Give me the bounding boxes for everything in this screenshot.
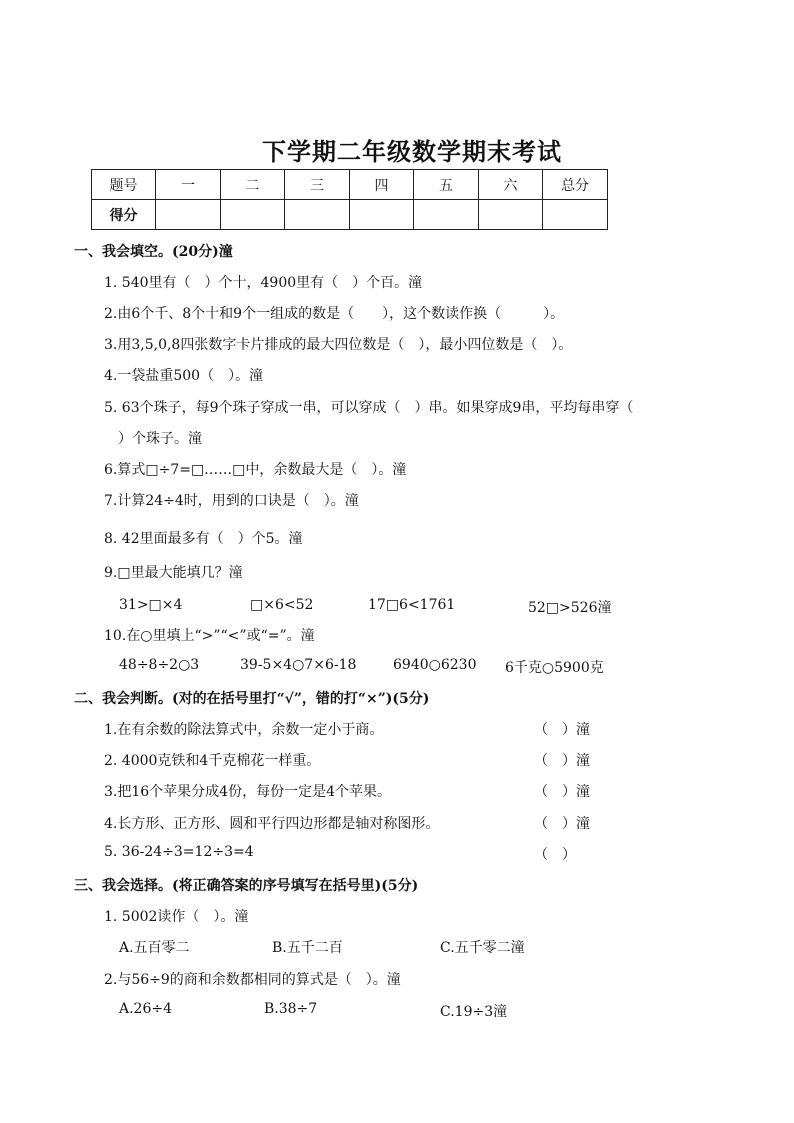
judge-item-text: 5. 36-24÷3=12÷3=4	[104, 844, 254, 860]
choice-option: B.五千二百	[272, 940, 343, 956]
judge-item-bracket: （ ）	[534, 847, 576, 863]
score-header-cell: 题号	[92, 170, 156, 200]
q10-item: 6千克○5900克	[505, 660, 604, 676]
score-header-cell: 总分	[543, 170, 608, 200]
q9-item: □×6<52	[250, 597, 314, 613]
question-fill-7: 7.计算24÷4时，用到的口诀是（ ）。潼	[104, 493, 359, 509]
question-fill-6: 6.算式□÷7=□……□中，余数最大是（ ）。潼	[104, 462, 407, 478]
choice-option: A.五百零二	[119, 940, 190, 956]
score-header-cell: 一	[156, 170, 221, 200]
judge-item-bracket: （ ）潼	[534, 784, 590, 800]
section3-heading: 三、我会选择。(将正确答案的序号填写在括号里)(5分)	[74, 878, 419, 894]
score-header-cell: 三	[285, 170, 350, 200]
question-fill-1: 1. 540里有（ ）个十，4900里有（ ）个百。潼	[104, 275, 423, 291]
choice-option: A.26÷4	[119, 1001, 173, 1017]
page-title: 下学期二年级数学期末考试	[262, 137, 562, 166]
question-fill-5-line1: 5. 63个珠子，每9个珠子穿成一串，可以穿成（ ）串。如果穿成9串，平均每串穿（	[104, 400, 634, 416]
section1-heading: 一、我会填空。(20分)潼	[74, 244, 233, 260]
score-header-cell: 二	[221, 170, 285, 200]
question-fill-5-line2: ）个珠子。潼	[118, 431, 202, 447]
section2-heading: 二、我会判断。(对的在括号里打“√”，错的打“×”)(5分)	[74, 691, 430, 707]
score-cell	[479, 200, 543, 230]
choice-option: B.38÷7	[264, 1001, 318, 1017]
score-cell	[543, 200, 608, 230]
question-fill-2: 2.由6个千、8个十和9个一组成的数是（ ），这个数读作换（ ）。	[104, 306, 565, 322]
q10-item: 48÷8÷2○3	[119, 657, 200, 673]
score-header-cell: 六	[479, 170, 543, 200]
judge-item-bracket: （ ）潼	[534, 816, 590, 832]
score-table	[91, 169, 608, 230]
question-fill-9: 9.□里最大能填几？潼	[104, 565, 243, 581]
score-header-cell: 四	[350, 170, 414, 200]
score-header-cell: 五	[414, 170, 479, 200]
score-cell	[221, 200, 285, 230]
question-fill-10: 10.在○里填上“>”“<”或“=”。潼	[104, 628, 315, 644]
choice-option: C.五千零二潼	[440, 940, 525, 956]
choice-question-1: 1. 5002读作（ ）。潼	[104, 909, 249, 925]
choice-option: C.19÷3潼	[440, 1004, 508, 1020]
score-cell	[414, 200, 479, 230]
score-cell	[156, 200, 221, 230]
choice-question-2: 2.与56÷9的商和余数都相同的算式是（ ）。潼	[104, 972, 401, 988]
score-row-label: 得分	[92, 200, 156, 230]
question-fill-4: 4.一袋盐重500（ ）。潼	[104, 368, 264, 384]
judge-item-text: 3.把16个苹果分成4份，每份一定是4个苹果。	[104, 784, 391, 800]
judge-item-bracket: （ ）潼	[534, 753, 590, 769]
score-table-score-row	[92, 200, 608, 230]
score-table-header-row	[92, 170, 608, 200]
question-fill-8: 8. 42里面最多有（ ）个5。潼	[104, 531, 303, 547]
q9-item: 52□>526潼	[528, 600, 612, 616]
score-cell	[285, 200, 350, 230]
judge-item-text: 4.长方形、正方形、圆和平行四边形都是轴对称图形。	[104, 816, 440, 832]
q9-item: 17□6<1761	[368, 597, 456, 613]
judge-item-text: 1.在有余数的除法算式中，余数一定小于商。	[104, 722, 384, 738]
judge-item-bracket: （ ）潼	[534, 722, 590, 738]
judge-item-text: 2. 4000克铁和4千克棉花一样重。	[104, 753, 321, 769]
q10-item: 39-5×4○7×6-18	[240, 657, 357, 673]
q9-item: 31>□×4	[119, 597, 183, 613]
question-fill-3: 3.用3,5,0,8四张数字卡片排成的最大四位数是（ ），最小四位数是（ ）。	[104, 337, 573, 353]
q10-item: 6940○6230	[393, 657, 477, 673]
score-cell	[350, 200, 414, 230]
